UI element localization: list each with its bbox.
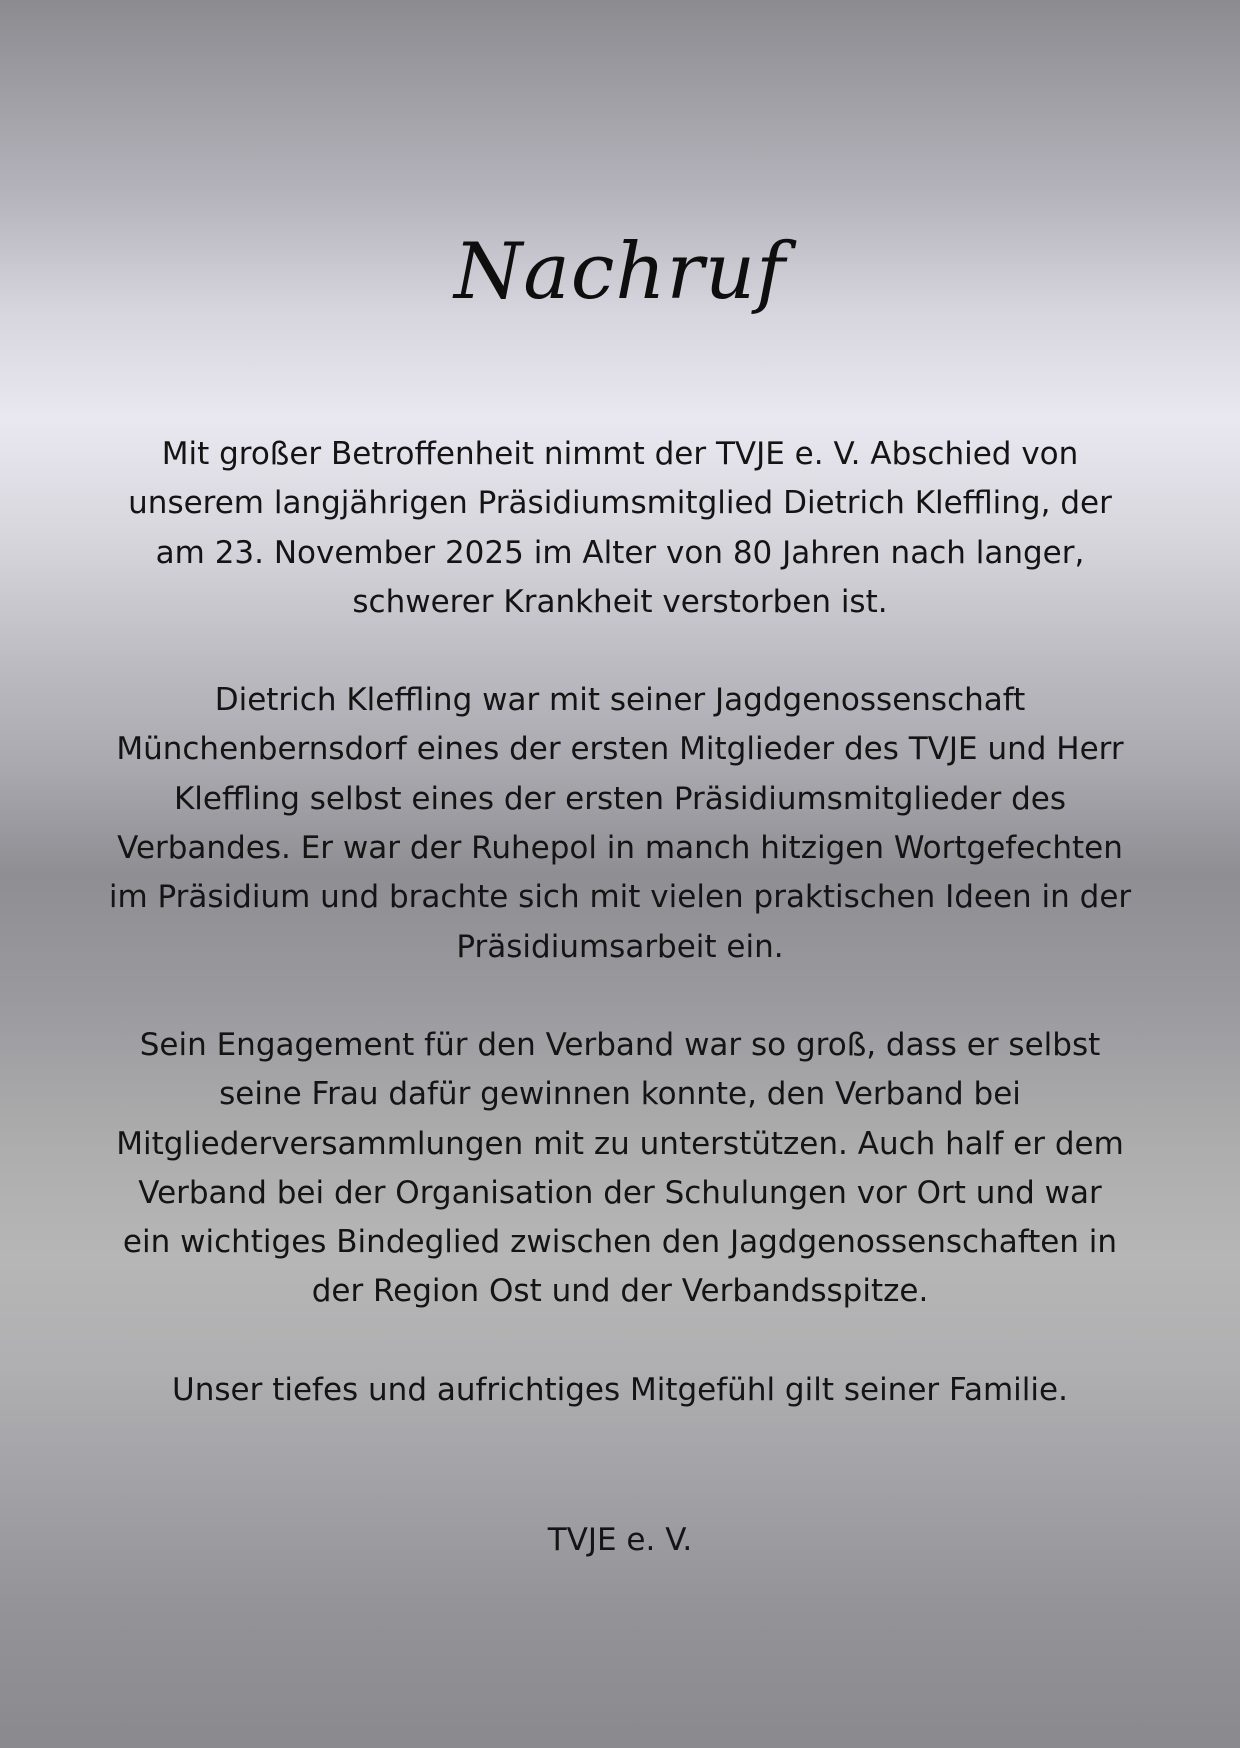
page-title: Nachruf xyxy=(453,227,787,317)
text-line: Kleffling selbst eines der ersten Präsidiumsmitglieder des xyxy=(173,780,1067,817)
paragraph-engagement xyxy=(60,1021,1180,1317)
text-line: im Präsidium und brachte sich mit vielen praktischen Ideen in der xyxy=(108,879,1132,916)
text-line: Verband bei der Organisation der Schulungen vor Ort und war xyxy=(138,1174,1102,1211)
text-line: schwerer Krankheit verstorben ist. xyxy=(352,583,888,620)
text-line: Präsidiumsarbeit ein. xyxy=(456,928,784,965)
text-line: unserem langjährigen Präsidiumsmitglied Dietrich Kleffling, der xyxy=(128,485,1112,522)
text-line: Münchenbernsdorf eines der ersten Mitglieder des TVJE und Herr xyxy=(116,731,1124,768)
signature: TVJE e. V. xyxy=(547,1522,693,1558)
paragraph-announcement xyxy=(60,430,1180,627)
text-line: seine Frau dafür gewinnen konnte, den Verband bei xyxy=(219,1076,1021,1113)
text-line: Sein Engagement für den Verband war so groß, dass er selbst xyxy=(139,1026,1101,1063)
text-line: ein wichtiges Bindeglied zwischen den Jagdgenossenschaften in xyxy=(122,1224,1118,1261)
paragraph-condolence xyxy=(60,1366,1180,1415)
text-line: Mitgliederversammlungen mit zu unterstützen. Auch half er dem xyxy=(116,1125,1124,1162)
text-line: der Region Ost und der Verbandsspitze. xyxy=(311,1273,929,1310)
text-line: Unser tiefes und aufrichtiges Mitgefühl gilt seiner Familie. xyxy=(172,1371,1068,1408)
text-line: Mit großer Betroffenheit nimmt der TVJE e. V. Abschied von xyxy=(161,436,1079,472)
obituary-body xyxy=(60,430,1180,1464)
paragraph-membership xyxy=(60,676,1180,972)
text-line: Dietrich Kleffling war mit seiner Jagdgenossenschaft xyxy=(214,682,1026,719)
text-line: Verbandes. Er war der Ruhepol in manch hitzigen Wortgefechten xyxy=(117,830,1123,867)
text-line: am 23. November 2025 im Alter von 80 Jahren nach langer, xyxy=(155,534,1085,571)
